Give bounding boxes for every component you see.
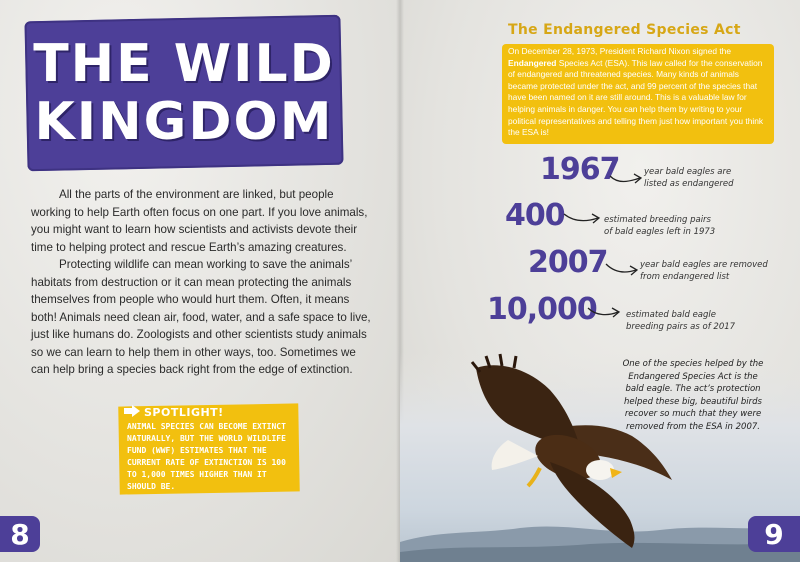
stat-desc-1967 [644,166,734,190]
arrow-icon [608,170,644,186]
arrow-icon [586,304,622,320]
arrow-icon [562,210,602,226]
stat-desc-line: breeding pairs as of 2017 [626,322,736,332]
stat-number-10000: 10,000 [487,292,597,327]
stat-desc-line: year bald eagles are [644,167,732,177]
paragraph-1: All the parts of the environment are linked, but people working to help Earth often focus on one part. If you love animals, you might want to learn how scientists and activists devote their time to helping protect and rescue Earth’s amazing creatures. [31,188,368,254]
page-title [26,18,342,168]
intro-text [31,186,371,379]
eagle-caption: One of the species helped by the Endangered Species Act is the bald eagle. The act’s protection helped these big, beautiful birds recover so much that they were removed from the ESA in 2007. [622,359,764,432]
esa-text-part-2: Species Act (ESA). This law called for the conservation of endangered and threatened species. Many kinds of animals became protected under the act, and 99 percent of the species that have been named on it are still around. This is a valuable law for helping animals in danger. You can help them by writing to your political representatives and telling them just how important you think the ESA is! [508,57,764,138]
page-number-left: 8 [0,516,40,552]
esa-text-bold: Endangered [508,57,557,68]
paragraph-2: Protecting wildlife can mean working to save the animals’ habitats from destruction or it can mean protecting the animals themselves from people who would hurt them. Often, it means both! Animals need clean air, food, water, and a safe space to live, just like humans do. Zoologists and other scientists study animals so we can learn to help them in other ways, too. Sometimes we can help bring a species back right from the edge of extinction. [31,258,371,376]
stat-desc-line: year bald eagles are removed [640,260,768,270]
stat-number-2007: 2007 [528,245,608,280]
stat-desc-400 [604,214,715,238]
stat-desc-line: from endangered list [640,272,730,282]
stat-number-400: 400 [505,198,565,233]
stat-desc-line: listed as endangered [644,179,734,189]
stat-desc-line: of bald eagles left in 1973 [604,227,716,237]
esa-text-part-1: On December 28, 1973, President Richard Nixon signed the [508,46,731,56]
esa-text [508,46,770,139]
stat-desc-2007 [640,259,768,283]
spotlight-title: SPOTLIGHT! [144,406,224,419]
title-line-2: KINGDOM [34,92,334,152]
page-number-right: 9 [748,516,800,552]
stat-desc-line: estimated bald eagle [626,310,716,320]
stat-desc-line: estimated breeding pairs [604,215,711,225]
arrow-icon [604,262,640,278]
stat-desc-10000 [626,309,735,333]
esa-heading: The Endangered Species Act [508,22,741,38]
stat-number-1967: 1967 [540,152,620,187]
spotlight-text: ANIMAL SPECIES CAN BECOME EXTINCT NATURALLY, BUT THE WORLD WILDLIFE FUND (WWF) ESTIMATES THAT THE CURRENT RATE OF EXTINCTION IS 100 TO 1,000 TIMES HIGHER THAN IT SHOULD BE. [127,422,286,491]
title-line-1: THE WILD [33,34,335,94]
arrow-right-icon [124,405,140,417]
